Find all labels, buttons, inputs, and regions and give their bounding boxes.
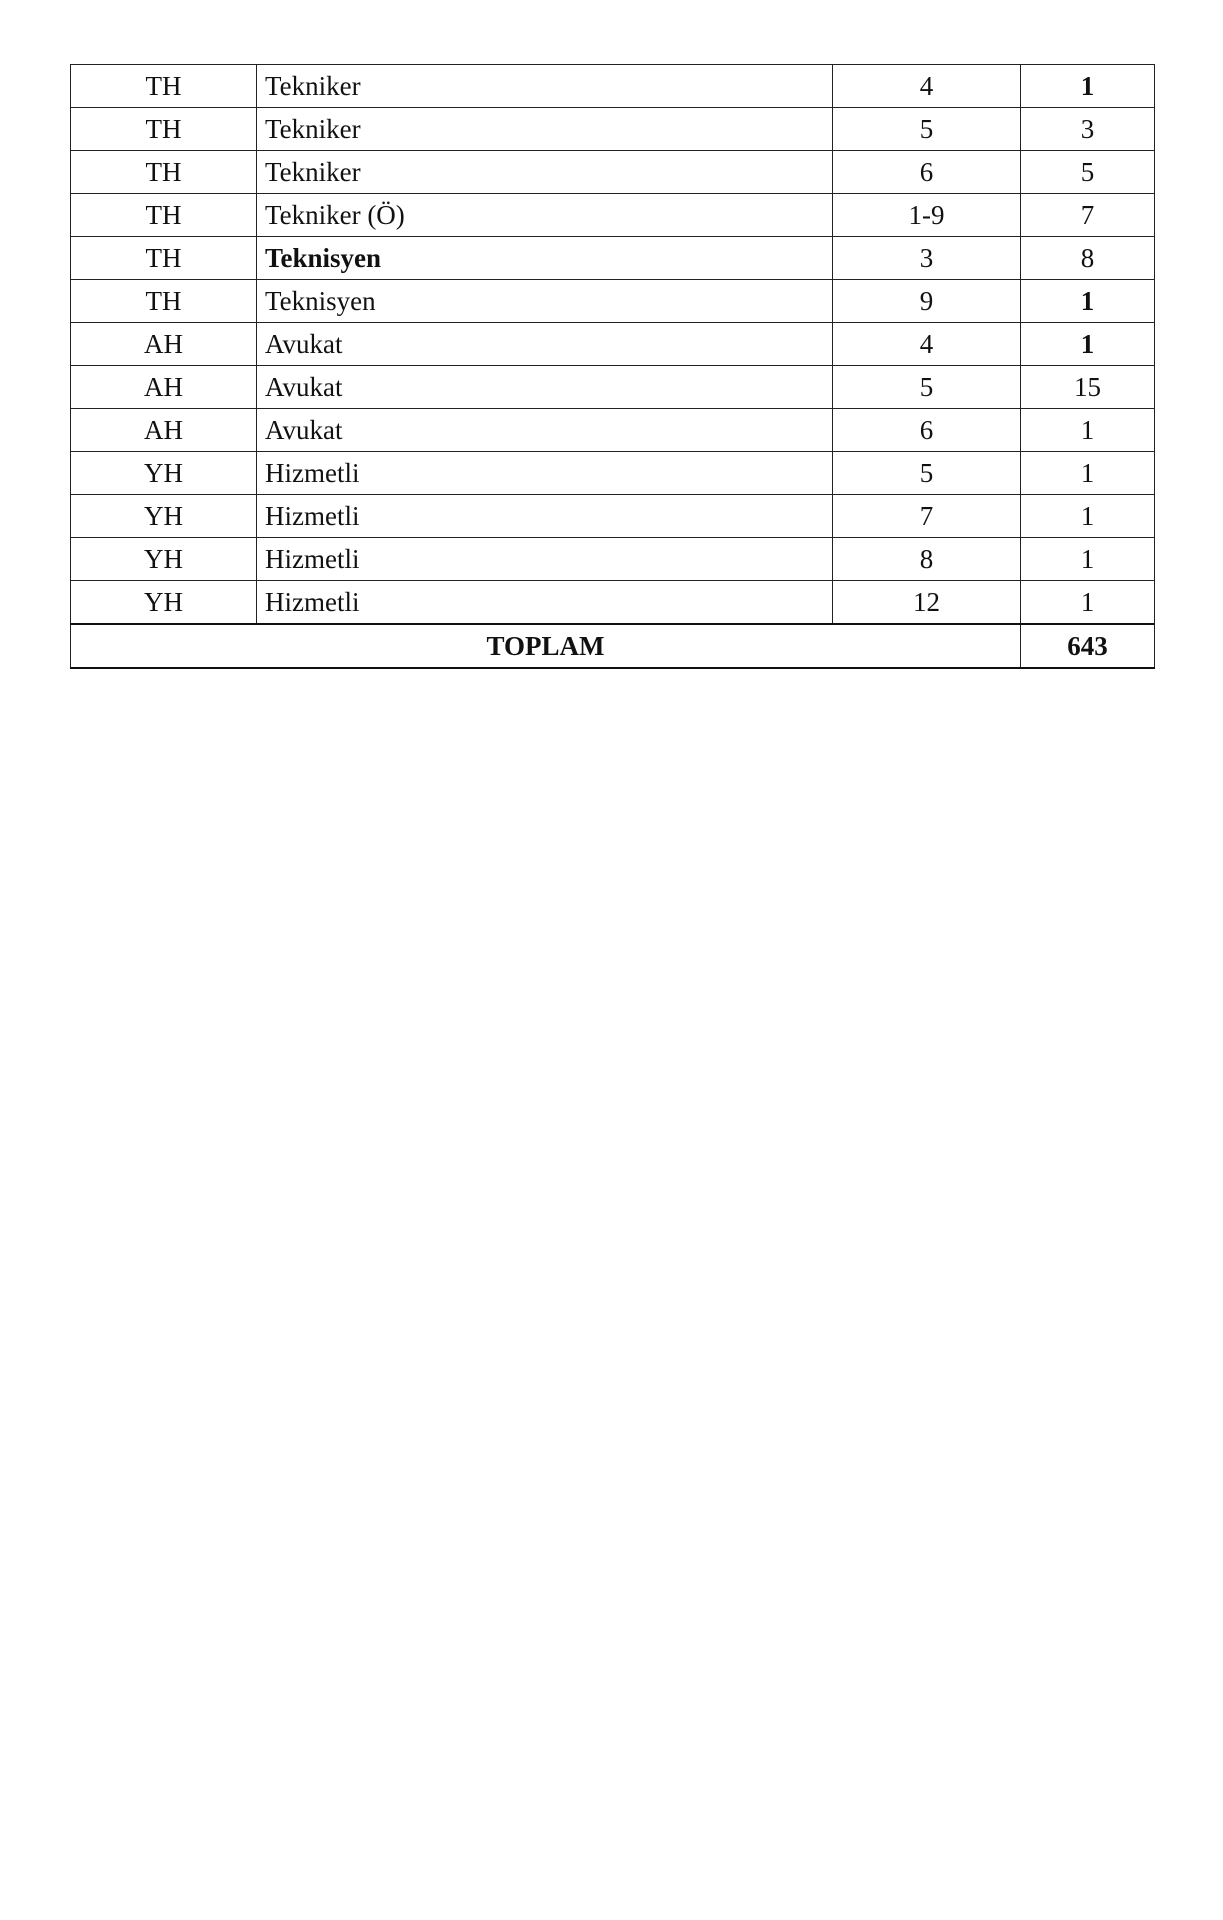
- class-cell: TH: [71, 65, 257, 108]
- count-cell: 1: [1021, 280, 1155, 323]
- class-cell: YH: [71, 495, 257, 538]
- class-cell: TH: [71, 237, 257, 280]
- count-cell: 7: [1021, 194, 1155, 237]
- class-cell: TH: [71, 108, 257, 151]
- class-cell: YH: [71, 538, 257, 581]
- grade-cell: 6: [833, 409, 1021, 452]
- table-row: [71, 151, 1155, 194]
- class-cell: TH: [71, 280, 257, 323]
- count-cell: 1: [1021, 409, 1155, 452]
- count-cell: 1: [1021, 452, 1155, 495]
- grade-cell: 5: [833, 452, 1021, 495]
- table-row: [71, 495, 1155, 538]
- title-cell: Hizmetli: [257, 581, 833, 625]
- grade-cell: 1-9: [833, 194, 1021, 237]
- grade-cell: 5: [833, 366, 1021, 409]
- table-row: [71, 194, 1155, 237]
- grade-cell: 5: [833, 108, 1021, 151]
- grade-cell: 8: [833, 538, 1021, 581]
- title-cell: Avukat: [257, 366, 833, 409]
- grade-cell: 9: [833, 280, 1021, 323]
- grade-cell: 4: [833, 65, 1021, 108]
- title-cell: Tekniker: [257, 151, 833, 194]
- table-row: [71, 65, 1155, 108]
- grade-cell: 3: [833, 237, 1021, 280]
- count-cell: 1: [1021, 495, 1155, 538]
- grade-cell: 6: [833, 151, 1021, 194]
- count-cell: 3: [1021, 108, 1155, 151]
- title-cell: Hizmetli: [257, 495, 833, 538]
- count-cell: 1: [1021, 581, 1155, 625]
- grade-cell: 12: [833, 581, 1021, 625]
- title-cell: Hizmetli: [257, 452, 833, 495]
- class-cell: AH: [71, 409, 257, 452]
- grade-cell: 7: [833, 495, 1021, 538]
- table-row: [71, 538, 1155, 581]
- title-cell: Tekniker (Ö): [257, 194, 833, 237]
- class-cell: AH: [71, 323, 257, 366]
- count-cell: 1: [1021, 538, 1155, 581]
- total-value: 643: [1021, 624, 1155, 668]
- table-row: [71, 366, 1155, 409]
- title-cell: Teknisyen: [257, 237, 833, 280]
- count-cell: 1: [1021, 65, 1155, 108]
- title-cell: Tekniker: [257, 65, 833, 108]
- staff-table: [70, 64, 1155, 669]
- table-row: [71, 452, 1155, 495]
- class-cell: TH: [71, 151, 257, 194]
- total-row: [71, 624, 1155, 668]
- total-label: TOPLAM: [71, 624, 1021, 668]
- title-cell: Avukat: [257, 409, 833, 452]
- title-cell: Avukat: [257, 323, 833, 366]
- title-cell: Hizmetli: [257, 538, 833, 581]
- count-cell: 8: [1021, 237, 1155, 280]
- count-cell: 5: [1021, 151, 1155, 194]
- table-row: [71, 280, 1155, 323]
- class-cell: AH: [71, 366, 257, 409]
- grade-cell: 4: [833, 323, 1021, 366]
- class-cell: YH: [71, 581, 257, 625]
- title-cell: Tekniker: [257, 108, 833, 151]
- table-row: [71, 237, 1155, 280]
- count-cell: 1: [1021, 323, 1155, 366]
- table-row: [71, 323, 1155, 366]
- table-body: [71, 65, 1155, 669]
- class-cell: TH: [71, 194, 257, 237]
- table-row: [71, 108, 1155, 151]
- table-row: [71, 409, 1155, 452]
- title-cell: Teknisyen: [257, 280, 833, 323]
- class-cell: YH: [71, 452, 257, 495]
- count-cell: 15: [1021, 366, 1155, 409]
- table-row: [71, 581, 1155, 625]
